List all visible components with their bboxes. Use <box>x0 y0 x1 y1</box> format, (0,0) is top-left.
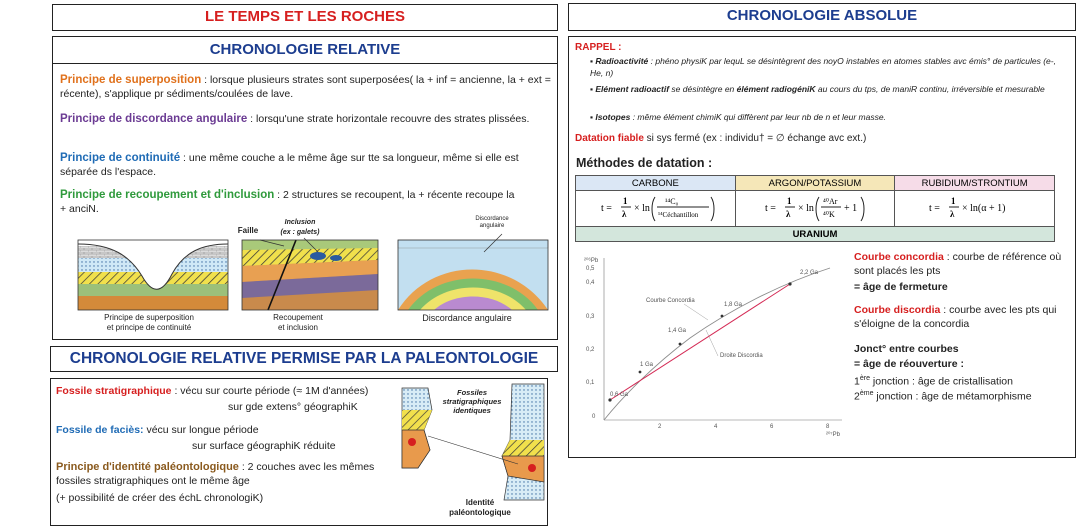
method-uranium: URANIUM <box>576 227 1055 242</box>
formula-rubidium <box>895 191 1055 227</box>
right-title: CHRONOLOGIE ABSOLUE <box>726 7 918 24</box>
svg-text:⁴⁰K: ⁴⁰K <box>822 210 835 219</box>
junction-result: = âge de réouverture : <box>854 358 964 370</box>
label-discordia: Droite Discordia <box>720 353 763 359</box>
rappel-isotopes: ▪ Isotopes : même élément chimiK qui diffèrent par leur nb de n et leur masse. <box>590 112 886 122</box>
svg-text:1: 1 <box>786 196 792 206</box>
svg-text:λ: λ <box>785 209 791 219</box>
junction-2: 2ème jonction : âge de métamorphisme <box>854 390 1032 403</box>
y-tick-05: 0,5 <box>586 266 595 272</box>
rappel-radioactivite: ▪ Radioactivité : phéno physiK par lequL se désintègrent des noyO instables en atomes stables avc émis° de particules (e-, He, n) <box>590 56 1056 78</box>
formula-argon-svg <box>745 191 885 223</box>
relative-title: CHRONOLOGIE RELATIVE <box>209 41 401 58</box>
concordia-def: Courbe concordia : courbe de référence où sont placés les pts <box>854 251 1062 277</box>
caption-superposition: Principe de superposition et principe de continuité <box>104 313 194 332</box>
svg-text:¹⁴C₀: ¹⁴C₀ <box>665 197 679 206</box>
junction-title: Jonct° entre courbes <box>854 343 959 355</box>
svg-text:t =: t = <box>928 203 940 214</box>
fossil-label-top: Fossiles stratigraphiques identiques <box>442 388 502 415</box>
method-carbone: CARBONE <box>576 176 736 191</box>
y-tick-01: 0,1 <box>586 380 595 386</box>
method-rubidium: RUBIDIUM/STRONTIUM <box>895 176 1055 191</box>
svg-text:× ln: × ln <box>634 203 651 214</box>
caption-recoupement: Recoupement et inclusion <box>273 313 323 332</box>
caption-discordance-small: Discordance angulaire <box>475 216 509 229</box>
x-tick-8: 8 <box>826 424 830 430</box>
identite-note: (+ possibilité de créer des échL chronologiK) <box>56 492 264 504</box>
fossile-facies: Fossile de faciès: vécu sur longue période <box>56 424 259 436</box>
formula-rubidium-svg <box>905 191 1045 223</box>
age-06: 0,6 Ga <box>610 392 629 398</box>
x-axis-label: ²⁰⁷Pb <box>826 432 840 438</box>
superposition-diagram <box>78 240 228 310</box>
age-14: 1,4 Ga <box>668 328 687 334</box>
principle-superposition: Principe de superposition : lorsque plusieurs strates sont superposées( la + inf = ancienne, la + ext = récente), s'applique pr sédiments/coulées de lave. <box>60 74 551 100</box>
y-axis-label: ²⁰⁶Pb <box>584 258 599 264</box>
recoupement-diagram <box>242 238 378 310</box>
age-22: 2,2 Ga <box>800 270 819 276</box>
svg-text:t =: t = <box>764 203 776 214</box>
method-argon: ARGON/POTASSIUM <box>735 176 895 191</box>
rappel-label: RAPPEL : <box>575 42 622 53</box>
fossile-stratigraphique-2: sur gde extens° géographiK <box>228 401 358 413</box>
fossil-label-bottom: Identité paléontologique <box>449 498 511 517</box>
y-tick-04: 0,4 <box>586 280 595 286</box>
caption-inclusion: Inclusion (ex : galets) <box>280 219 320 236</box>
formula-carbone-svg <box>585 191 725 223</box>
discordia-line <box>610 284 790 400</box>
caption-discordance: Discordance angulaire <box>422 313 512 323</box>
methods-title: Méthodes de datation : <box>576 156 713 170</box>
age-18: 1,8 Ga <box>724 302 743 308</box>
svg-text:+ 1: + 1 <box>843 203 858 214</box>
concordia-result: = âge de fermeture <box>854 281 948 293</box>
svg-text:t =: t = <box>601 203 613 214</box>
x-tick-2: 2 <box>658 424 662 430</box>
paleo-title: CHRONOLOGIE RELATIVE PERMISE PAR LA PALEONTOLOGIE <box>69 350 539 367</box>
svg-text:× ln(α + 1): × ln(α + 1) <box>961 203 1006 214</box>
discordia-def: Courbe discordia : courbe avec les pts qui s'éloigne de la concordia <box>854 304 1057 330</box>
x-tick-4: 4 <box>714 424 718 430</box>
principle-continuite: Principe de continuité : une même couche a le même âge sur tte sa longueur, même si elle est séparée ds l'espace. <box>60 152 519 178</box>
formula-argon <box>735 191 895 227</box>
svg-text:λ: λ <box>949 209 955 219</box>
y-tick-0: 0 <box>592 414 596 420</box>
junction-1: 1ère jonction : âge de cristallisation <box>854 375 1013 388</box>
identite-paleo: Principe d'identité paléontologique : 2 couches avec les mêmes fossiles stratigraphiques ont le même âge <box>56 461 375 487</box>
age-1: 1 Ga <box>640 362 654 368</box>
y-tick-03: 0,3 <box>586 314 595 320</box>
main-title: LE TEMPS ET LES ROCHES <box>204 8 406 25</box>
methods-table <box>575 175 1055 242</box>
label-concordia: Courbe Concordia <box>646 298 695 304</box>
relative-title-rule <box>52 63 558 64</box>
y-tick-02: 0,2 <box>586 347 595 353</box>
formula-carbone <box>576 191 736 227</box>
discordance-diagram <box>398 234 548 310</box>
fossile-stratigraphique: Fossile stratigraphique : vécu sur courte période (≈ 1M d'années) <box>56 385 369 397</box>
principle-discordance: Principe de discordance angulaire : lorsqu'une strate horizontale recouvre des strates plissées. <box>60 113 530 125</box>
rappel-element: ▪ Elément radioactif se désintègre en élément radiogéniK au cours du tps, de maniR continu, irréversible et mesurable <box>590 84 1045 94</box>
svg-text:⁴⁰Ar: ⁴⁰Ar <box>822 197 838 206</box>
datation-fiable: Datation fiable si sys fermé (ex : individu† = ∅ échange avc ext.) <box>575 133 867 144</box>
svg-text:× ln: × ln <box>797 203 814 214</box>
svg-text:λ: λ <box>622 209 627 219</box>
caption-faille: Faille <box>237 226 259 235</box>
concordia-graph <box>580 250 850 440</box>
svg-text:¹⁴Céchantillon: ¹⁴Céchantillon <box>658 211 699 219</box>
x-tick-6: 6 <box>770 424 774 430</box>
svg-text:1: 1 <box>623 196 628 206</box>
svg-text:1: 1 <box>950 196 956 206</box>
fossile-facies-2: sur surface géographiK réduite <box>192 440 336 452</box>
principle-recoupement: Principe de recoupement et d'inclusion : 2 structures se recoupent, la + récente recoupe la + anciN. <box>60 189 515 215</box>
concordia-curve <box>604 268 830 420</box>
